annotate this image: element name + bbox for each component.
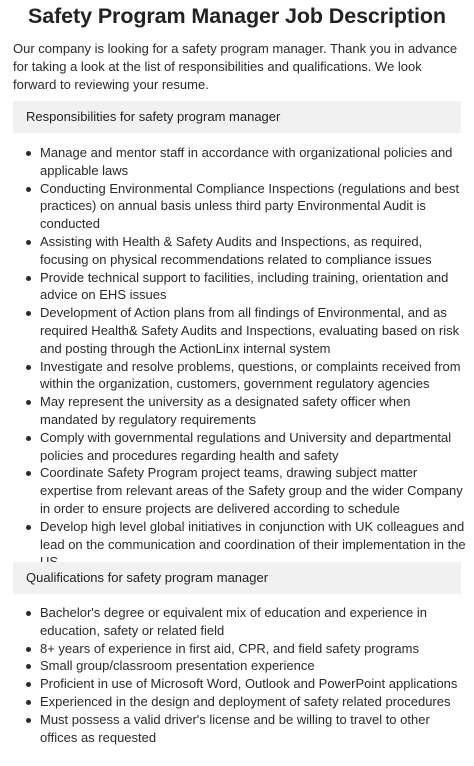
list-item-text: Must possess a valid driver's license and be willing to travel to other offices as requested: [40, 711, 430, 745]
list-item-text: Comply with governmental regulations and University and departmental policies and procedures regarding health and safety: [40, 429, 452, 463]
list-item: [13, 693, 468, 711]
list-item-text: May represent the university as a designated safety officer when mandated by regulatory requirements: [40, 394, 411, 427]
list-item-text: Investigate and resolve problems, questions, or complaints received from within the organization, customers, government regulatory agencies: [40, 358, 461, 392]
bullet-icon: [26, 525, 31, 530]
list-item: [13, 358, 468, 394]
list-item: [13, 711, 468, 747]
bullet-icon: [26, 436, 31, 441]
bullet-icon: [26, 311, 31, 316]
qualifications-list: [13, 604, 468, 746]
list-item: [13, 180, 468, 233]
list-item: [13, 269, 468, 305]
list-item-text: Coordinate Safety Program project teams, drawing subject matter expertise from relevant areas of the Safety group and the wider Company in order to ensure projects are delivered according to schedule: [40, 465, 463, 516]
bullet-icon: [26, 664, 31, 669]
list-item-text: Conducting Environmental Compliance Inspections (regulations and best practices) on annual basis unless third party Environmental Audit is conducted: [40, 180, 460, 232]
list-item-text: Development of Action plans from all findings of Environmental, and as required Health& Safety Audits and Inspections, evaluating based on risk and posting through the ActionLinx internal system: [40, 305, 460, 356]
bullet-icon: [26, 240, 31, 245]
list-item: [13, 675, 468, 693]
bullet-icon: [26, 647, 31, 652]
list-item-text: Proficient in use of Microsoft Word, Outlook and PowerPoint applications: [40, 676, 458, 692]
bullet-icon: [26, 718, 31, 723]
list-item-text: Bachelor's degree or equivalent mix of education and experience in education, safety or related field: [40, 605, 427, 638]
list-item: [13, 464, 468, 517]
bullet-icon: [26, 700, 31, 705]
list-item: [13, 144, 468, 180]
list-item-text: Experienced in the design and deployment of safety related procedures: [40, 693, 451, 709]
intro-paragraph: Our company is looking for a safety program manager. Thank you in advance for taking a look at the list of responsibilities and qualifications. We look forward to reviewing your resume.: [13, 41, 458, 92]
list-item: [13, 640, 468, 658]
page-title: Safety Program Manager Job Description: [28, 4, 446, 28]
bullet-icon: [26, 151, 31, 156]
list-item: [13, 429, 468, 465]
list-item-text: Small group/classroom presentation experience: [40, 658, 315, 674]
list-item: [13, 657, 468, 675]
list-item-text: Manage and mentor staff in accordance with organizational policies and applicable laws: [40, 145, 453, 178]
list-item-text: 8+ years of experience in first aid, CPR, and field safety programs: [40, 640, 419, 656]
list-item-text: Provide technical support to facilities, including training, orientation and advice on EHS issues: [40, 269, 449, 303]
qualifications-heading: Qualifications for safety program manager: [13, 562, 461, 594]
bullet-icon: [26, 400, 31, 405]
responsibilities-heading: Responsibilities for safety program manager: [13, 101, 461, 133]
list-item: [13, 304, 468, 357]
list-item: [13, 604, 468, 640]
bullet-icon: [26, 471, 31, 476]
list-item-text: Develop high level global initiatives in conjunction with UK colleagues and lead on the communication and coordination of their implementation in the: [40, 518, 466, 552]
bullet-icon: [26, 187, 31, 192]
bullet-icon: [26, 276, 31, 281]
list-item: [13, 233, 468, 269]
list-item: [13, 393, 468, 429]
list-item-text: Assisting with Health & Safety Audits and Inspections, as required, focusing on physical recommendations related to compliance issues: [40, 233, 432, 267]
responsibilities-list: [13, 144, 468, 571]
bullet-icon: [26, 365, 31, 370]
bullet-icon: [26, 682, 31, 687]
bullet-icon: [26, 611, 31, 616]
